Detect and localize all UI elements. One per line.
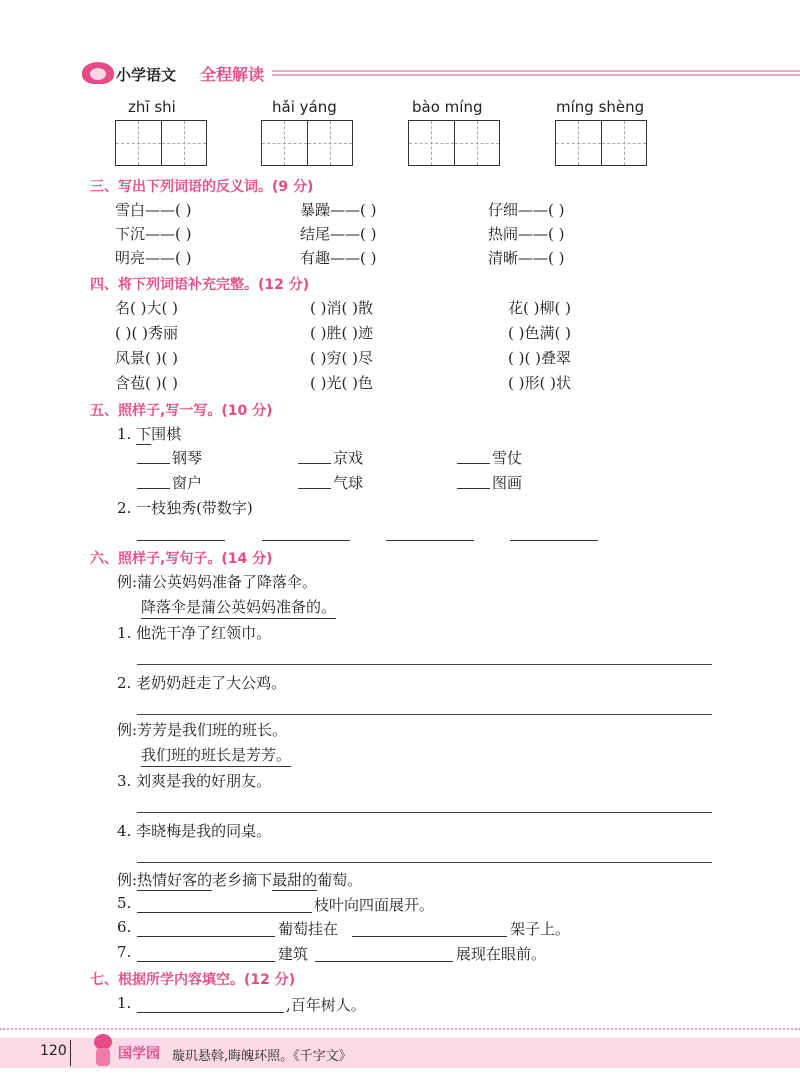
noun-item: 窗户 — [172, 474, 203, 492]
example-prefix: 例: — [117, 871, 138, 889]
verb-blank[interactable] — [298, 463, 331, 464]
example-3 — [117, 869, 362, 890]
header-title-accent: 全程解读 — [200, 65, 265, 84]
idiom-item[interactable]: 名( )大( ) — [115, 299, 178, 317]
antonym-item[interactable]: 热闹——( ) — [488, 225, 565, 243]
noun-item: 图画 — [492, 474, 523, 492]
question-6-2: 2. 老奶奶赶走了大公鸡。 — [117, 674, 287, 692]
idiom-blank[interactable] — [510, 540, 598, 541]
idiom-item[interactable]: ( )( )叠翠 — [508, 349, 571, 367]
question-6-5-number: 5. — [117, 894, 132, 912]
question-7-1-number: 1. — [117, 994, 132, 1012]
footer-label: 国学园 — [118, 1046, 160, 1062]
pinyin-1: zhī shi — [128, 98, 176, 116]
question-6-5-text: 枝叶向四面展开。 — [314, 896, 435, 914]
footer-quote: 璇玑悬斡,晦魄环照。《千字文》 — [172, 1049, 352, 1064]
fill-blank[interactable] — [137, 961, 275, 962]
antonym-item[interactable]: 雪白——( ) — [115, 201, 192, 219]
question-6-7-end: 展现在眼前。 — [456, 945, 547, 963]
footer-divider — [70, 1040, 71, 1066]
question-6-6-number: 6. — [117, 918, 132, 936]
verb-blank[interactable] — [457, 488, 490, 489]
idiom-item[interactable]: 花( )柳( ) — [508, 299, 571, 317]
footer-rule — [0, 1028, 800, 1030]
idiom-item[interactable]: ( )穷( )尽 — [310, 349, 373, 367]
answer-line[interactable] — [137, 862, 712, 863]
example-modifier-1: 热情好客的 — [137, 871, 213, 889]
pinyin-4: míng shèng — [556, 98, 645, 116]
writing-grid-1[interactable] — [115, 120, 207, 166]
idiom-item[interactable]: ( )胜( )迹 — [310, 324, 373, 342]
question-6-7-middle: 建筑 — [278, 945, 309, 963]
idiom-blank[interactable] — [386, 540, 474, 541]
section-7-title: 七、根据所学内容填空。(12 分) — [90, 972, 296, 988]
writing-grid-3[interactable] — [408, 120, 500, 166]
idiom-item[interactable]: 含苞( )( ) — [115, 374, 178, 392]
section-6-title: 六、照样子,写句子。(14 分) — [90, 551, 273, 567]
idiom-item[interactable]: ( )消( )散 — [310, 299, 373, 317]
question-5-1 — [117, 423, 181, 444]
verb-blank[interactable] — [137, 488, 170, 489]
idiom-item[interactable]: ( )光( )色 — [310, 374, 373, 392]
example-verb: 下 — [136, 425, 152, 443]
idiom-blank[interactable] — [137, 540, 225, 541]
pinyin-3: bào míng — [412, 98, 483, 116]
fill-blank[interactable] — [137, 936, 275, 937]
antonym-item[interactable]: 明亮——( ) — [115, 249, 192, 267]
header-rule — [272, 70, 800, 78]
example-modifier-2: 最甜的 — [272, 871, 318, 889]
idiom-item[interactable]: ( )形( )状 — [508, 374, 571, 392]
antonym-item[interactable]: 清晰——( ) — [488, 249, 565, 267]
question-6-6-middle: 葡萄挂在 — [278, 920, 339, 938]
page-header — [82, 62, 800, 86]
verb-blank[interactable] — [298, 488, 331, 489]
example-end: 葡萄。 — [317, 871, 363, 889]
section-4-title: 四、将下列词语补充完整。(12 分) — [90, 277, 310, 293]
example-noun: 围棋 — [151, 425, 182, 443]
antonym-item[interactable]: 仔细——( ) — [488, 201, 565, 219]
noun-item: 京戏 — [333, 449, 364, 467]
answer-line[interactable] — [137, 664, 712, 665]
verb-blank[interactable] — [457, 463, 490, 464]
fill-blank[interactable] — [137, 912, 312, 913]
question-6-3: 3. 刘爽是我的好朋友。 — [117, 772, 272, 790]
example-2-rewritten: 我们班的班长是芳芳。 — [141, 744, 291, 767]
example-2-original: 例:芳芳是我们班的班长。 — [117, 721, 288, 739]
idiom-item[interactable]: ( )( )秀丽 — [115, 324, 178, 342]
noun-item: 钢琴 — [172, 449, 203, 467]
section-3-title: 三、写出下列词语的反义词。(9 分) — [90, 179, 314, 195]
question-6-4: 4. 李晓梅是我的同桌。 — [117, 822, 272, 840]
question-7-1-text: ,百年树人。 — [286, 996, 366, 1014]
noun-item: 雪仗 — [492, 449, 523, 467]
pinyin-2: hǎi yáng — [272, 98, 337, 116]
idiom-blank[interactable] — [262, 540, 350, 541]
question-6-7-number: 7. — [117, 943, 132, 961]
girl-mascot-icon — [92, 1034, 114, 1066]
idiom-item[interactable]: 风景( )( ) — [115, 349, 178, 367]
verb-blank[interactable] — [137, 463, 170, 464]
antonym-item[interactable]: 暴躁——( ) — [300, 201, 377, 219]
question-6-6-end: 架子上。 — [510, 920, 571, 938]
writing-grid-2[interactable] — [261, 120, 353, 166]
question-6-1: 1. 他洗干净了红领巾。 — [117, 624, 272, 642]
antonym-item[interactable]: 有趣——( ) — [300, 249, 377, 267]
question-5-2: 2. 一枝独秀(带数字) — [117, 499, 253, 517]
fill-blank[interactable] — [315, 961, 453, 962]
answer-line[interactable] — [137, 714, 712, 715]
antonym-item[interactable]: 下沉——( ) — [115, 225, 192, 243]
example-middle: 老乡摘下 — [212, 871, 273, 889]
section-5-title: 五、照样子,写一写。(10 分) — [90, 403, 273, 419]
page-number: 120 — [40, 1043, 67, 1059]
writing-grid-4[interactable] — [555, 120, 647, 166]
fill-blank[interactable] — [352, 936, 507, 937]
example-1-rewritten: 降落伞是蒲公英妈妈准备的。 — [141, 596, 336, 619]
example-1-original: 例:蒲公英妈妈准备了降落伞。 — [117, 573, 318, 591]
header-title: 小学语文 — [116, 66, 177, 84]
antonym-item[interactable]: 结尾——( ) — [300, 225, 377, 243]
header-logo-icon — [82, 62, 114, 84]
idiom-item[interactable]: ( )色满( ) — [508, 324, 571, 342]
fill-blank[interactable] — [137, 1012, 284, 1013]
noun-item: 气球 — [333, 474, 364, 492]
answer-line[interactable] — [137, 812, 712, 813]
question-number: 1. — [117, 425, 132, 443]
